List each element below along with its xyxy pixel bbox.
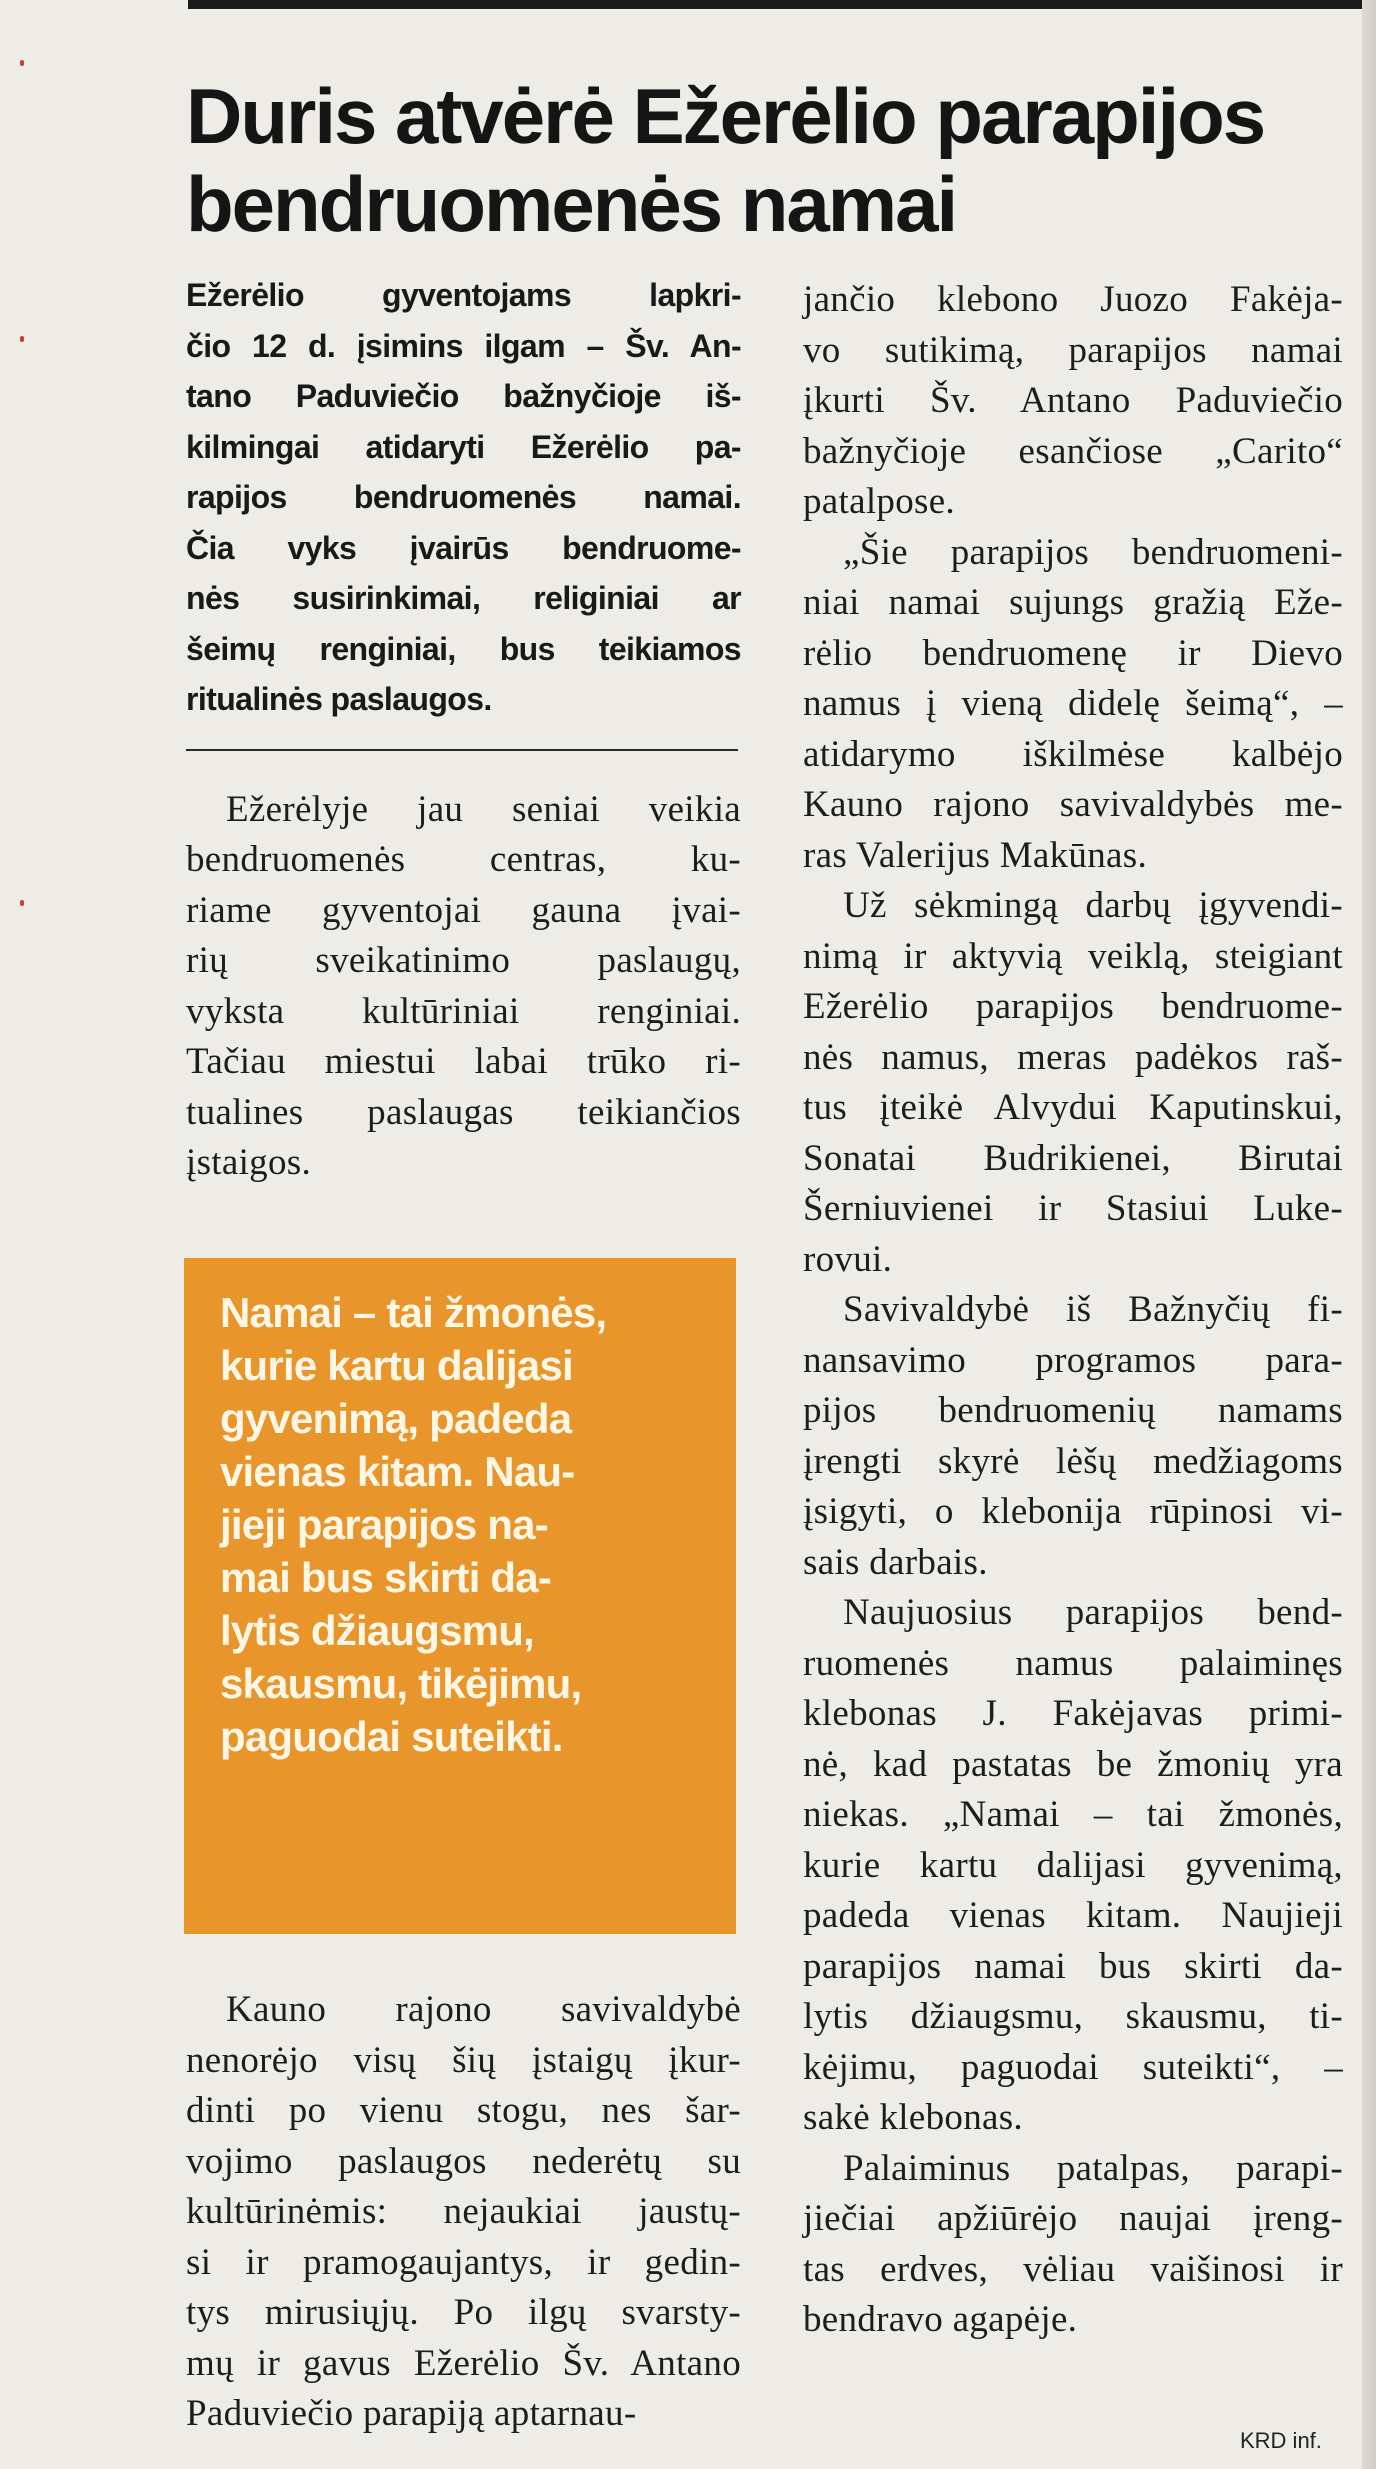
adjacent-page-edge: [1362, 0, 1376, 2469]
body-line: niai namai sujungs gražią Eže-: [803, 582, 1343, 623]
lead-divider: [186, 749, 738, 751]
pull-quote-line: mai bus skirti da-: [220, 1554, 552, 1601]
body-line: vo sutikimą, parapijos namai: [803, 329, 1343, 371]
body-line: klebonas J. Fakėjavas primi-: [803, 1693, 1343, 1734]
body-line: Naujuosius parapijos bend-: [843, 1592, 1343, 1633]
right-paragraph: [803, 1285, 1343, 1588]
lead-line: šeimų renginiai, bus teikiamos: [186, 630, 741, 667]
body-line: Už sėkmingą darbų įgyvendi-: [843, 885, 1343, 926]
lead-line: ritualinės paslaugos.: [186, 681, 492, 717]
lead-line: kilmingai atidaryti Ežerėlio pa-: [186, 428, 741, 465]
body-line: parapijos namai bus skirti da-: [803, 1945, 1343, 1987]
lead-line: tano Paduviečio bažnyčioje iš-: [186, 378, 741, 414]
body-line: tas erdves, vėliau vaišinosi ir: [803, 2248, 1343, 2290]
pull-quote-text: [220, 1286, 706, 1763]
pull-quote-line: jieji parapijos na-: [220, 1501, 548, 1548]
body-line: riame gyventojai gauna įvai-: [186, 889, 741, 931]
body-line: bendravo agapėje.: [803, 2299, 1078, 2340]
body-line: dinti po vienu stogu, nes šar-: [186, 2090, 741, 2131]
pull-quote-line: paguodai suteikti.: [220, 1713, 563, 1760]
top-rule: [188, 0, 1376, 9]
body-line: ruomenės namus palaiminęs: [803, 1642, 1343, 1684]
headline-line: Duris atvėrė Ežerėlio parapijos: [186, 72, 1265, 160]
body-line: kėjimu, paguodai suteikti“, –: [803, 2046, 1343, 2088]
body-line: nansavimo programos para-: [803, 1339, 1343, 1381]
pull-quote-line: gyvenimą, padeda: [220, 1395, 572, 1442]
lead-line: rapijos bendruomenės namai.: [186, 479, 741, 515]
pull-quote-line: vienas kitam. Nau-: [220, 1448, 575, 1495]
body-line: jiečiai apžiūrėjo naujai įreng-: [803, 2198, 1343, 2239]
article-headline: [186, 72, 1346, 248]
lead-line: Čia vyks įvairūs bendruome-: [186, 529, 741, 566]
lead-line: Ežerėlio gyventojams lapkri-: [186, 277, 741, 313]
left-paragraph-1: [186, 785, 741, 1189]
body-line: nenorėjo visų šių įstaigų įkur-: [186, 2039, 741, 2081]
body-line: tys mirusiųjų. Po ilgų svarsty-: [186, 2292, 741, 2333]
pull-quote-line: Namai – tai žmonės,: [220, 1289, 607, 1336]
body-line: nimą ir aktyvią veiklą, steigiant: [803, 935, 1343, 977]
body-line: Tačiau miestui labai trūko ri-: [186, 1041, 741, 1082]
right-paragraph: [803, 275, 1343, 528]
body-line: jančio klebono Juozo Fakėja-: [803, 279, 1343, 320]
body-line: rėlio bendruomenę ir Dievo: [803, 632, 1343, 674]
body-line: atidarymo iškilmėse kalbėjo: [803, 733, 1343, 775]
lead-line: čio 12 d. įsimins ilgam – Šv. An-: [186, 327, 741, 364]
body-line: vyksta kultūriniai renginiai.: [186, 990, 741, 1032]
pull-quote-line: kurie kartu dalijasi: [220, 1342, 573, 1389]
article-lead: [186, 270, 741, 725]
body-line: įkurti Šv. Antano Paduviečio: [803, 380, 1343, 421]
right-paragraph: [803, 881, 1343, 1285]
right-paragraph: [803, 2144, 1343, 2346]
body-line: Ežerėlio parapijos bendruome-: [803, 986, 1343, 1027]
pull-quote-box: [184, 1258, 736, 1934]
body-line: Palaiminus patalpas, parapi-: [843, 2147, 1343, 2189]
pull-quote-line: skausmu, tikėjimu,: [220, 1660, 582, 1707]
body-line: įstaigos.: [186, 1142, 312, 1183]
body-line: Šerniuvienei ir Stasiui Luke-: [803, 1188, 1343, 1229]
body-line: Savivaldybė iš Bažnyčių fi-: [843, 1289, 1343, 1330]
body-line: Ežerėlyje jau seniai veikia: [226, 788, 741, 830]
right-column: [803, 275, 1343, 2346]
right-paragraph: [803, 1588, 1343, 2144]
body-line: bažnyčioje esančiose „Carito“: [803, 430, 1343, 472]
headline-line: bendruomenės namai: [186, 160, 957, 248]
body-line: ras Valerijus Makūnas.: [803, 834, 1147, 876]
margin-mark: [20, 60, 24, 66]
body-line: niekas. „Namai – tai žmonės,: [803, 1794, 1343, 1835]
margin-mark: [20, 336, 24, 342]
body-line: įsigyti, o klebonija rūpinosi vi-: [803, 1491, 1343, 1532]
body-line: kultūrinėmis: nejaukiai jaustų-: [186, 2191, 741, 2232]
margin-mark: [20, 900, 24, 906]
body-line: rių sveikatinimo paslaugų,: [186, 940, 741, 981]
body-line: padeda vienas kitam. Naujieji: [803, 1895, 1343, 1936]
body-line: Sonatai Budrikienei, Birutai: [803, 1137, 1343, 1179]
left-column: [186, 270, 741, 1189]
pull-quote-line: lytis džiaugsmu,: [220, 1607, 534, 1654]
body-line: vojimo paslaugos nederėtų su: [186, 2140, 741, 2182]
body-line: pijos bendruomenių namams: [803, 1390, 1343, 1431]
body-line: nė, kad pastatas be žmonių yra: [803, 1743, 1343, 1785]
body-line: lytis džiaugsmu, skausmu, ti-: [803, 1996, 1343, 2037]
body-line: kurie kartu dalijasi gyvenimą,: [803, 1844, 1343, 1886]
body-line: Kauno rajono savivaldybės me-: [803, 784, 1343, 825]
body-line: Kauno rajono savivaldybė: [226, 1989, 741, 2030]
body-line: „Šie parapijos bendruomeni-: [843, 531, 1343, 573]
body-line: nės namus, meras padėkos raš-: [803, 1036, 1343, 1078]
body-line: mų ir gavus Ežerėlio Šv. Antano: [186, 2342, 741, 2384]
body-line: bendruomenės centras, ku-: [186, 839, 741, 880]
body-line: namus į vieną didelę šeimą“, –: [803, 683, 1343, 724]
article-credit: KRD inf.: [1240, 2428, 1322, 2453]
lead-line: nės susirinkimai, religiniai ar: [186, 580, 741, 616]
body-line: Paduviečio parapiją aptarnau-: [186, 2393, 637, 2434]
left-paragraph-2: [186, 1985, 741, 2440]
right-paragraph: [803, 528, 1343, 882]
body-line: rovui.: [803, 1238, 893, 1280]
body-line: sakė klebonas.: [803, 2097, 1023, 2138]
body-line: tualines paslaugas teikiančios: [186, 1091, 741, 1133]
body-line: patalpose.: [803, 481, 955, 522]
body-line: sais darbais.: [803, 1541, 988, 1583]
body-line: įrengti skyrė lėšų medžiagoms: [803, 1440, 1343, 1482]
body-line: si ir pramogaujantys, ir gedin-: [186, 2241, 741, 2283]
body-line: tus įteikė Alvydui Kaputinskui,: [803, 1087, 1343, 1128]
